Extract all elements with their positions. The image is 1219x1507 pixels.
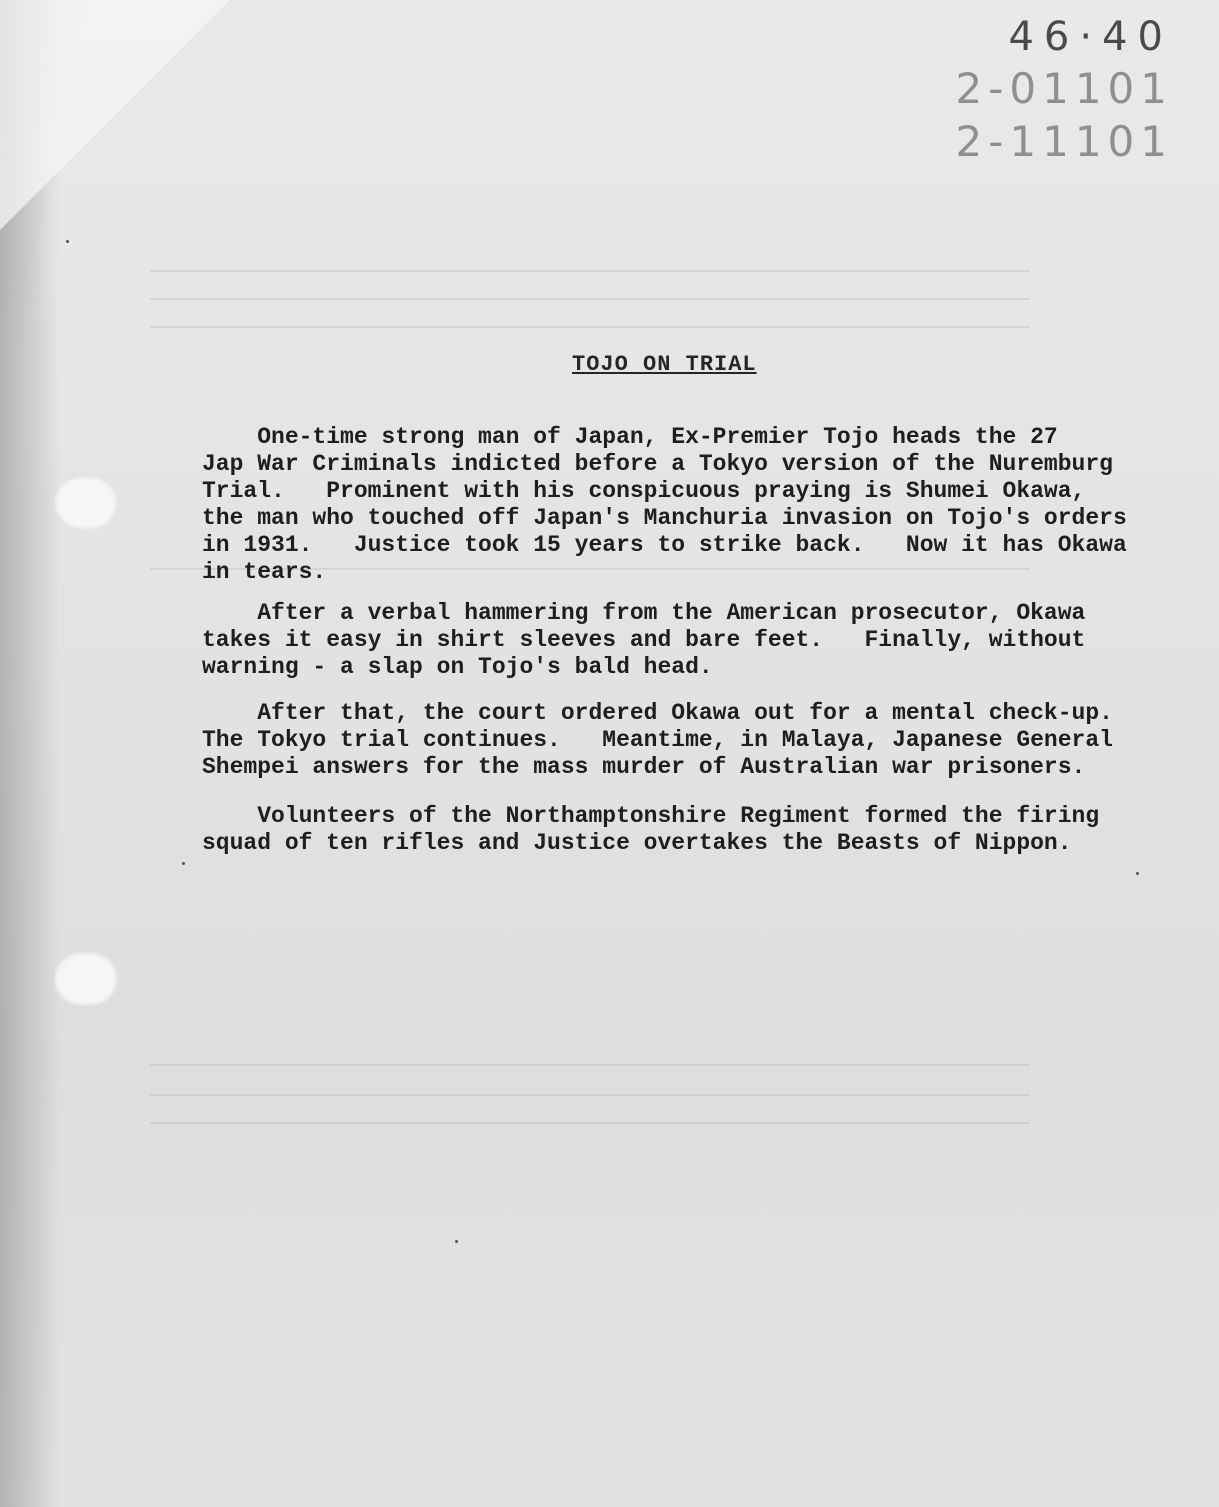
- bleed-through-line: [150, 1094, 1030, 1096]
- corner-fold: [0, 0, 230, 230]
- speck: [182, 862, 185, 865]
- paragraph-text: One-time strong man of Japan, Ex-Premier Tojo heads the 27 Jap War Criminals indicted before a Tokyo version of the Nuremburg Trial. Prominent with his conspicuous praying is Shumei Okawa, the man who touched off Japan's Manchuria invasion on Tojo's orders in 1931. Justice took 15 years to strike back. Now it has Okawa in tears.: [202, 424, 1127, 585]
- bleed-through-line: [150, 326, 1030, 328]
- bleed-through-line: [150, 1122, 1030, 1124]
- handwritten-number: 2-01101: [955, 64, 1173, 113]
- paragraph: [202, 803, 1100, 857]
- punch-hole: [54, 476, 118, 530]
- bleed-through-line: [150, 298, 1030, 300]
- paragraph-text: After a verbal hammering from the American prosecutor, Okawa takes it easy in shirt sleeves and bare feet. Finally, without warning - a slap on Tojo's bald head.: [202, 600, 1086, 680]
- paragraph: [202, 700, 1113, 781]
- bleed-through-line: [150, 270, 1030, 272]
- speck: [1136, 872, 1139, 875]
- speck: [66, 240, 69, 243]
- handwritten-number: 46·40: [1008, 14, 1173, 60]
- handwritten-reference-numbers: [956, 14, 1174, 166]
- document-title: TOJO ON TRIAL: [572, 352, 757, 377]
- handwritten-number: 2-11101: [955, 117, 1173, 166]
- bleed-through-line: [150, 1064, 1030, 1066]
- speck: [455, 1240, 458, 1243]
- paragraph: [202, 600, 1086, 681]
- paragraph-text: After that, the court ordered Okawa out for a mental check-up. The Tokyo trial continues. Meantime, in Malaya, Japanese General Shempei answers for the mass murder of Australian war prisoners.: [202, 700, 1113, 780]
- paragraph: [202, 424, 1127, 586]
- punch-hole: [54, 952, 118, 1006]
- paragraph-text: Volunteers of the Northamptonshire Regiment formed the firing squad of ten rifles and Justice overtakes the Beasts of Nippon.: [202, 803, 1100, 856]
